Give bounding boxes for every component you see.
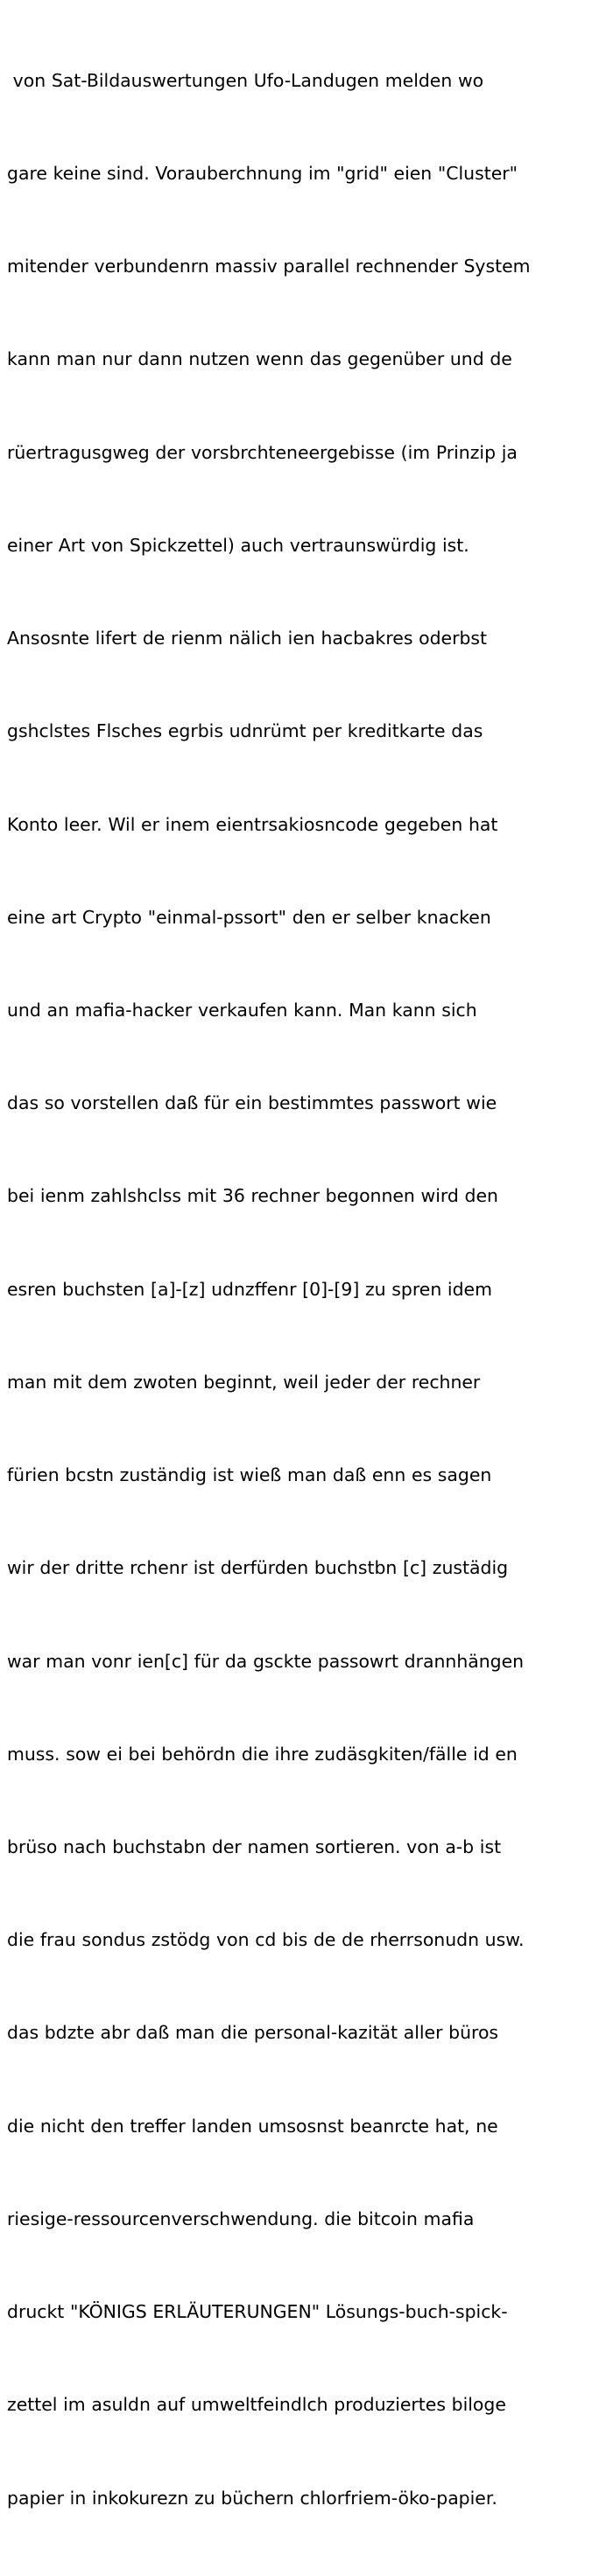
text-line: papier in inkokurezn zu büchern chlorfriem-öko-papier. [7,2487,497,2509]
text-line: Ansosnte lifert de rienm nälich ien hacbakres oderbst [7,628,488,649]
text-line: rüertragusgweg der vorsbrchteneergebisse (im Prinzip ja [7,441,518,463]
text-line: fürien bcstn zuständig ist wieß man daß enn es sagen [7,1464,492,1486]
text-line: eine art Crypto "einmal-pssort" den er selber knacken [7,906,491,928]
text-line: gshclstes Flsches egrbis udnrümt per kreditkarte das [7,720,483,742]
text-line: wir der dritte rchenr ist derfürden buchstbn [c] zustädig [7,1557,509,1579]
text-line: brüso nach buchstabn der namen sortieren. von a-b ist [7,1835,502,1857]
text-line: man mit dem zwoten beginnt, weil jeder der rechner [7,1371,481,1393]
text-line: die nicht den treffer landen umsosnst beanrcte hat, ne [7,2115,498,2137]
text-line: die frau sondus zstödg von cd bis de de rherrsonudn usw. [7,1929,525,1951]
text-line: war man vonr ien[c] für da gsckte passowrt drannhängen [7,1650,525,1672]
text-line: einer Art von Spickzettel) auch vertraunswürdig ist. [7,534,469,556]
text-line: gare keine sind. Vorauberchnung im "grid" eien "Cluster" [7,163,518,185]
text-line: mitender verbundenrn massiv parallel rechnender System [7,256,531,277]
text-line: muss. sow ei bei behördn die ihre zudäsgkiten/fälle id en [7,1743,518,1765]
text-line: das bdzte abr daß man die personal-kazität aller büros [7,2022,499,2044]
text-line: das so vorstellen daß für ein bestimmtes passwort wie [7,1092,497,1114]
text-line: von Sat-Bildauswertungen Ufo-Landugen melden wo [7,69,484,91]
text-line: esren buchsten [a]-[z] udnzffenr [0]-[9] zu spren idem [7,1278,492,1300]
document-text-block [7,4,594,2576]
text-line: Konto leer. Wil er inem eientrsakiosncode gegeben hat [7,813,498,835]
text-line: zettel im asuldn auf umweltfeindlch produziertes biloge [7,2394,506,2416]
text-line: druckt "KÖNIGS ERLÄUTERUNGEN" Lösungs-buch-spick- [7,2301,508,2323]
text-line: und an mafia-hacker verkaufen kann. Man kann sich [7,1000,477,1021]
text-line: kann man nur dann nutzen wenn das gegenüber und de [7,348,512,370]
text-line: bei ienm zahlshclss mit 36 rechner begonnen wird den [7,1185,498,1207]
text-line: riesige-ressourcenverschwendung. die bitcoin mafia [7,2207,475,2229]
